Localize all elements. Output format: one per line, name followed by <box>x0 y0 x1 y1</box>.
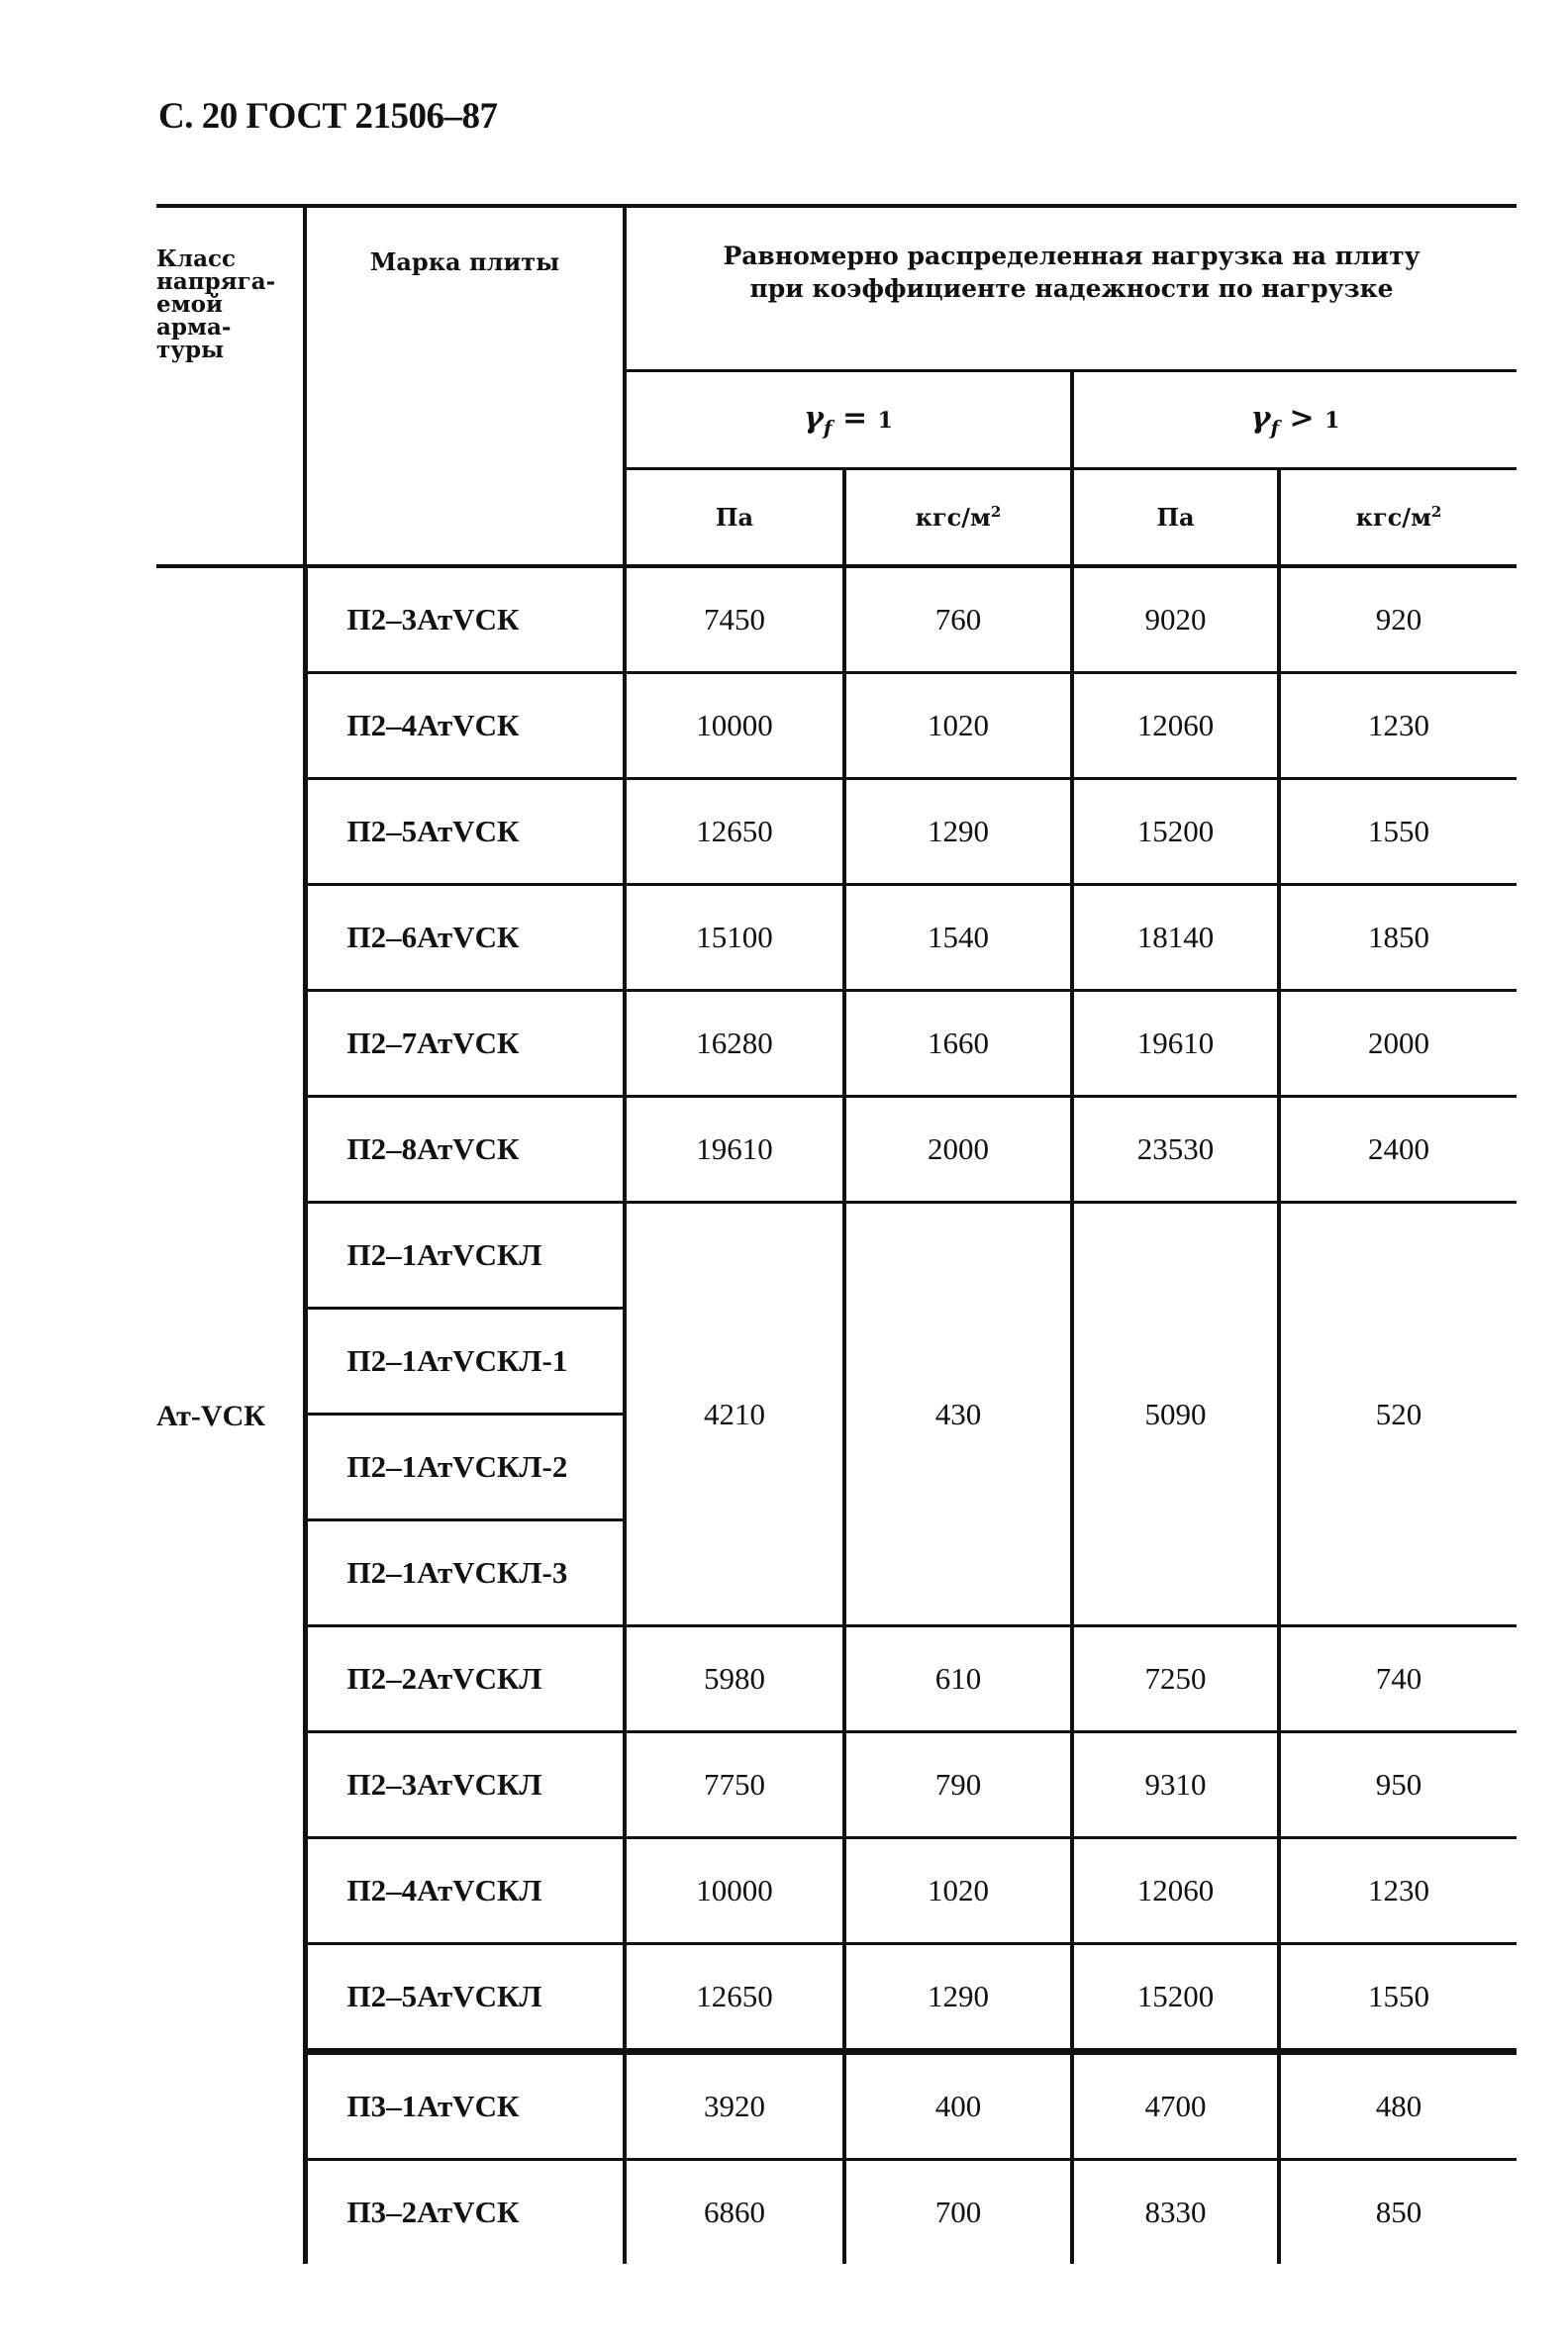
brand-cell: П2–1АтVСКЛ-1 <box>305 1309 625 1415</box>
value-cell: 15200 <box>1072 1944 1279 2052</box>
unit-header-kgs: кгс/$м^2$ <box>1279 469 1517 566</box>
value-cell: 9020 <box>1072 566 1279 673</box>
class-column-header: Класс напряга- емой арма- туры <box>156 206 305 566</box>
value-cell: 12650 <box>625 779 844 885</box>
brand-cell: П2–6АтVСК <box>305 885 625 991</box>
brand-column-header: Марка плиты <box>305 206 625 566</box>
brand-cell: П3–2АтVСК <box>305 2160 625 2265</box>
value-cell: 5980 <box>625 1626 844 1732</box>
value-cell: 19610 <box>625 1097 844 1203</box>
value-cell: 740 <box>1279 1626 1517 1732</box>
class-value: Ат-VСК <box>156 1399 265 1432</box>
value-cell: 1290 <box>844 1944 1072 2052</box>
table-row <box>156 1732 1517 1838</box>
unit-header-kgs: кгс/$м^2$ <box>844 469 1072 566</box>
value-cell: 2000 <box>1279 991 1517 1097</box>
brand-cell: П2–1АтVСКЛ-2 <box>305 1415 625 1520</box>
table-row <box>156 1203 1517 1309</box>
value-cell: 850 <box>1279 2160 1517 2265</box>
brand-cell: П2–2АтVСКЛ <box>305 1626 625 1732</box>
value-cell: 790 <box>844 1732 1072 1838</box>
load-column-header: Равномерно распределенная нагрузка на плиту при коэффициенте надежности по нагрузке <box>625 206 1517 370</box>
value-cell: 4700 <box>1072 2052 1279 2160</box>
value-cell: 15200 <box>1072 779 1279 885</box>
table-row <box>156 1838 1517 1944</box>
unit-header-pa: Па <box>1072 469 1279 566</box>
brand-cell: П2–4АтVСК <box>305 673 625 779</box>
table-row <box>156 1944 1517 2052</box>
value-cell: 10000 <box>625 673 844 779</box>
value-cell: 610 <box>844 1626 1072 1732</box>
value-cell: 7750 <box>625 1732 844 1838</box>
brand-cell: П2–8АтVСК <box>305 1097 625 1203</box>
table-row <box>156 2160 1517 2265</box>
value-cell: 520 <box>1279 1203 1517 1626</box>
coef-header-eq-1: $\gamma_f = 1$ <box>625 370 1072 469</box>
table-row <box>156 1626 1517 1732</box>
brand-cell: П2–5АтVСК <box>305 779 625 885</box>
value-cell: 700 <box>844 2160 1072 2265</box>
value-cell: 1550 <box>1279 1944 1517 2052</box>
value-cell: 1540 <box>844 885 1072 991</box>
value-cell: 12650 <box>625 1944 844 2052</box>
value-cell: 1230 <box>1279 1838 1517 1944</box>
value-cell: 1550 <box>1279 779 1517 885</box>
table-row <box>156 566 1517 673</box>
value-cell: 400 <box>844 2052 1072 2160</box>
brand-cell: П2–4АтVСКЛ <box>305 1838 625 1944</box>
brand-cell: П2–5АтVСКЛ <box>305 1944 625 2052</box>
value-cell: 19610 <box>1072 991 1279 1097</box>
table-row <box>156 779 1517 885</box>
value-cell: 6860 <box>625 2160 844 2265</box>
value-cell: 2400 <box>1279 1097 1517 1203</box>
table-row <box>156 673 1517 779</box>
value-cell: 12060 <box>1072 673 1279 779</box>
table-row <box>156 991 1517 1097</box>
table-row <box>156 2052 1517 2160</box>
value-cell: 1020 <box>844 673 1072 779</box>
value-cell: 950 <box>1279 1732 1517 1838</box>
value-cell: 920 <box>1279 566 1517 673</box>
value-cell: 7450 <box>625 566 844 673</box>
value-cell: 480 <box>1279 2052 1517 2160</box>
brand-cell: П3–1АтVСК <box>305 2052 625 2160</box>
brand-cell: П2–1АтVСКЛ-3 <box>305 1520 625 1626</box>
table-row <box>156 885 1517 991</box>
value-cell: 16280 <box>625 991 844 1097</box>
value-cell: 12060 <box>1072 1838 1279 1944</box>
coef-header-gt-1: $\gamma_f > 1$ <box>1072 370 1517 469</box>
value-cell: 760 <box>844 566 1072 673</box>
page-header: С. 20 ГОСТ 21506–87 <box>158 96 498 137</box>
value-cell: 8330 <box>1072 2160 1279 2265</box>
brand-cell: П2–3АтVСКЛ <box>305 1732 625 1838</box>
value-cell: 15100 <box>625 885 844 991</box>
value-cell: 9310 <box>1072 1732 1279 1838</box>
value-cell: 18140 <box>1072 885 1279 991</box>
value-cell: 4210 <box>625 1203 844 1626</box>
unit-header-pa: Па <box>625 469 844 566</box>
brand-cell: П2–7АтVСК <box>305 991 625 1097</box>
value-cell: 23530 <box>1072 1097 1279 1203</box>
value-cell: 1290 <box>844 779 1072 885</box>
value-cell: 430 <box>844 1203 1072 1626</box>
value-cell: 5090 <box>1072 1203 1279 1626</box>
load-table <box>156 204 1517 2264</box>
value-cell: 10000 <box>625 1838 844 1944</box>
value-cell: 1660 <box>844 991 1072 1097</box>
value-cell: 7250 <box>1072 1626 1279 1732</box>
value-cell: 2000 <box>844 1097 1072 1203</box>
brand-cell: П2–3АтVСК <box>305 566 625 673</box>
value-cell: 1020 <box>844 1838 1072 1944</box>
brand-cell: П2–1АтVСКЛ <box>305 1203 625 1309</box>
value-cell: 1230 <box>1279 673 1517 779</box>
value-cell: 1850 <box>1279 885 1517 991</box>
table-row <box>156 1097 1517 1203</box>
value-cell: 3920 <box>625 2052 844 2160</box>
